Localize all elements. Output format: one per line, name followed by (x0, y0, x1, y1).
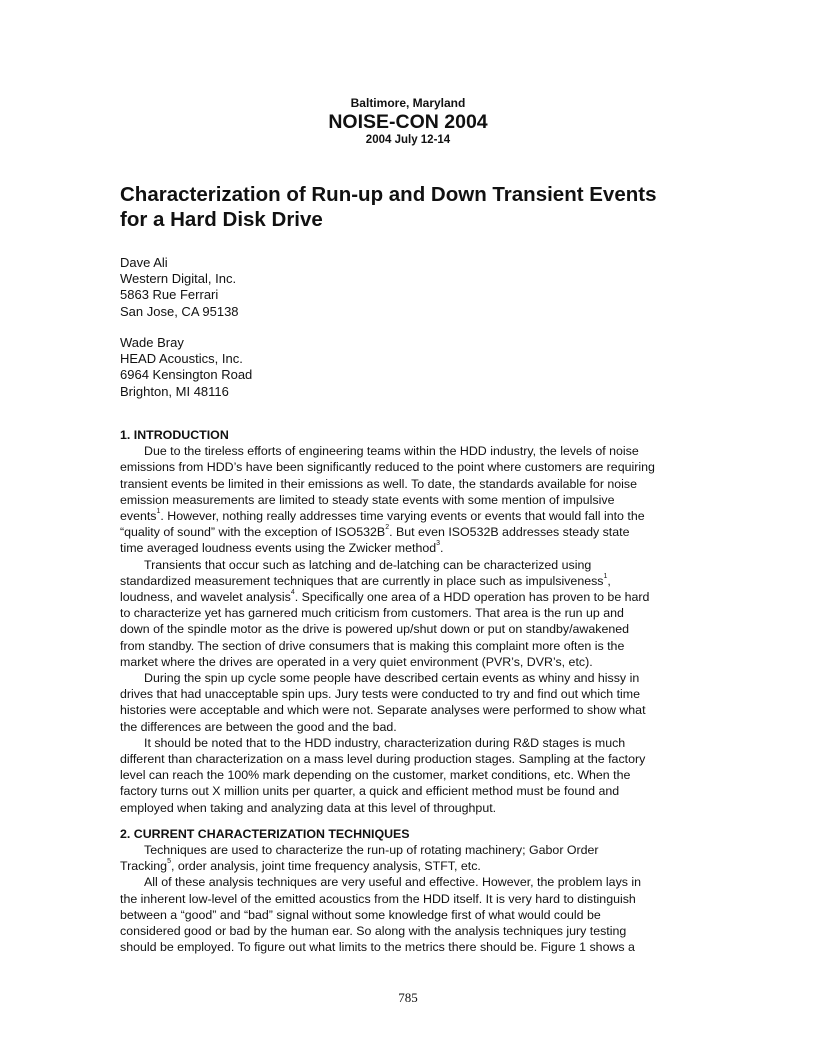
author-city: San Jose, CA 95138 (120, 303, 239, 319)
text-line: level can reach the 100% mark depending on the customer, market conditions, etc. When the (120, 768, 631, 783)
section-heading: 1. INTRODUCTION (120, 428, 229, 442)
text-line: emissions from HDD’s have been significantly reduced to the point where customers are requiring (120, 460, 655, 475)
text-line: During the spin up cycle some people have described certain events as whiny and hissy in (144, 671, 640, 686)
text-line: the differences are between the good and the bad. (120, 719, 397, 734)
conference-dates: 2004 July 12-14 (365, 134, 451, 146)
paragraph (120, 557, 710, 670)
paper-title (120, 182, 720, 232)
text-line: down of the spindle motor as the drive is powered up/shut down or put on standby/awakened (120, 622, 630, 637)
footnote-ref: 4 (290, 589, 295, 597)
text-line: events$^1$. However, nothing really addresses time varying events or events that would fall into the (120, 508, 645, 524)
text-line: emission measurements are limited to steady state events with some mention of impulsive (120, 492, 615, 507)
text-line: histories were acceptable and which were not. Separate analyses were performed to show what (120, 703, 646, 718)
paper-title-line: Characterization of Run-up and Down Transient Events (120, 183, 657, 206)
author-name: Wade Bray (120, 335, 184, 350)
text-line: Due to the tireless efforts of engineering teams within the HDD industry, the levels of noise (144, 444, 639, 459)
author-organization: HEAD Acoustics, Inc. (120, 351, 243, 367)
footnote-ref: 5 (167, 858, 171, 866)
conference-location: Baltimore, Maryland (350, 96, 466, 110)
author-block (120, 335, 252, 400)
paragraph (120, 735, 710, 816)
text-line: loudness, and wavelet analysis$^4$. Specifically one area of a HDD operation has proven to be hard (120, 589, 650, 605)
author-organization: Western Digital, Inc. (120, 271, 237, 287)
author-street: 5863 Rue Ferrari (120, 287, 219, 303)
text-line: employed when taking and analyzing data at this level of throughput. (120, 800, 497, 815)
text-line: considered good or bad by the human ear. So along with the analysis techniques jury testing (120, 924, 627, 939)
text-line: time averaged loudness events using the Zwicker method$^3$. (120, 540, 444, 556)
paper-body (120, 427, 710, 956)
text-line: should be employed. To figure out what limits to the metrics there should be. Figure 1 shows a (120, 940, 635, 955)
author-street: 6964 Kensington Road (120, 367, 253, 383)
text-line: to characterize yet has garnered much criticism from customers. That area is the run up and (120, 606, 624, 621)
paragraph (120, 842, 710, 874)
text-line: It should be noted that to the HDD industry, characterization during R&D stages is much (144, 735, 626, 750)
author-block (120, 255, 239, 320)
footnote-ref: 1 (156, 508, 161, 516)
paragraph (120, 670, 710, 735)
text-line: from standby. The section of drive consumers that is making this complaint more often is the (120, 638, 625, 653)
text-line: Tracking$^5$, order analysis, joint time frequency analysis, STFT, etc. (120, 858, 481, 874)
conference-name: NOISE-CON 2004 (328, 111, 488, 133)
footnote-ref: 1 (603, 572, 608, 580)
text-line: drives that had unacceptable spin ups. Jury tests were conducted to try and find out which time (120, 687, 641, 702)
author-city: Brighton, MI 48116 (120, 383, 229, 399)
paragraph (120, 874, 710, 955)
paragraph (120, 443, 710, 556)
footnote-ref: 3 (436, 540, 441, 548)
author-name: Dave Ali (120, 255, 168, 270)
text-line: different than characterization on a mass level during production stages. Sampling at the factory (120, 752, 646, 767)
text-line: between a “good” and “bad” signal without some knowledge first of what would could be (120, 907, 601, 922)
text-line: “quality of sound” with the exception of $ISO532B^2$. But even ISO532B addresses steady state (120, 524, 630, 540)
text-line: All of these analysis techniques are very useful and effective. However, the problem lays in (144, 875, 642, 890)
page-number: 785 (398, 990, 418, 1005)
text-line: Techniques are used to characterize the run-up of rotating machinery; Gabor Order (144, 843, 599, 858)
text-line: transient events be limited in their emissions as well. To date, the standards available for noise (120, 476, 638, 491)
section-heading: 2. CURRENT CHARACTERIZATION TECHNIQUES (120, 826, 410, 841)
text-line: the inherent low-level of the emitted acoustics from the HDD itself. It is very hard to distinguish (120, 891, 636, 906)
text-line: market where the drives are operated in a very quiet environment (PVR’s, DVR’s, etc). (120, 654, 593, 669)
text-line: standardized measurement techniques that are currently in place such as impulsiveness$^1$, (120, 572, 611, 588)
text-line: factory turns out X million units per quarter, a quick and efficient method must be found and (120, 784, 620, 799)
text-line: Transients that occur such as latching and de-latching can be characterized using (144, 557, 592, 572)
conference-header (0, 95, 816, 148)
paper-title-line: for a Hard Disk Drive (120, 208, 323, 231)
footnote-ref: 2 (385, 524, 390, 532)
